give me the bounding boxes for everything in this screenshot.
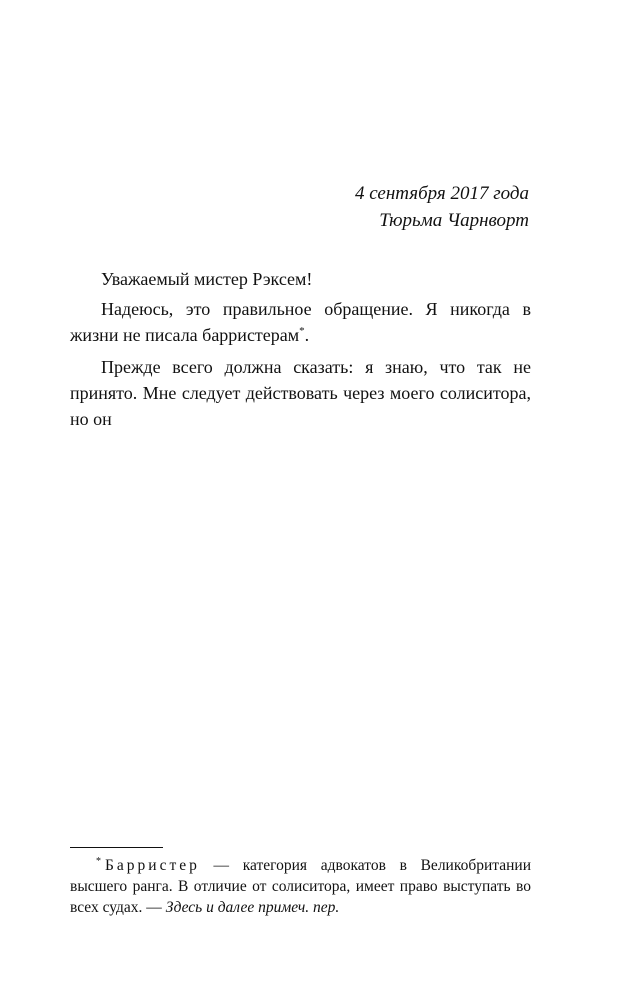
paragraph-1-end: . (304, 325, 310, 345)
footnote-mark: * (96, 856, 101, 867)
footnote-reference-mark[interactable]: * (299, 325, 305, 337)
letter-paragraph-1 (70, 296, 531, 348)
letter-body (70, 266, 531, 438)
paragraph-2-text: Прежде всего должна сказать: я знаю, что так не принято. Мне следует действовать через моего солиситора, но он (70, 357, 531, 429)
letter-header (355, 180, 529, 234)
footnote-translator-note: Здесь и далее примеч. пер. (165, 899, 340, 916)
footnote-term: Барристер (105, 857, 200, 874)
letter-date: 4 сентября 2017 года (355, 183, 529, 204)
salutation-text: Уважаемый мистер Рэксем! (101, 269, 313, 289)
letter-salutation (70, 266, 531, 292)
footnote-text: — категория адвокатов в Великобритании высшего ранга. В отличие от солиситора, имеет право выступать во всех судах. — (70, 857, 531, 916)
footnote (70, 855, 531, 918)
letter-place: Тюрьма Чарнворт (379, 210, 529, 231)
letter-paragraph-2 (70, 354, 531, 432)
footnote-divider (70, 847, 163, 848)
paragraph-1-text: Надеюсь, это правильное обращение. Я никогда в жизни не писала барристерам (70, 299, 531, 345)
